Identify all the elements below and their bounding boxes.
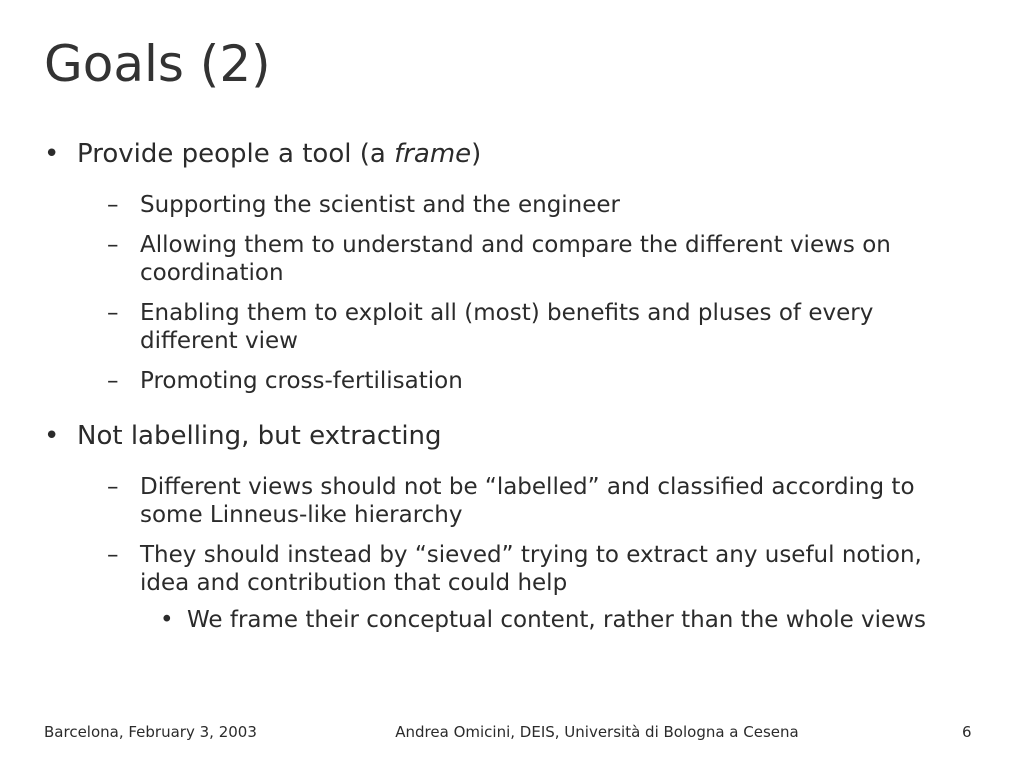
bullet-marker: •: [44, 139, 60, 169]
bullet-text: Not labelling, but extracting: [77, 421, 442, 451]
sub-bullet-text: Supporting the scientist and the engineer: [140, 192, 621, 218]
sub-bullet-text: Different views should not be “labelled” and classified according to some Linneus-like hierarchy: [140, 474, 915, 528]
dash-marker: –: [107, 474, 119, 500]
sub-bullet-text: They should instead by “sieved” trying to extract any useful notion, idea and contribution that could help: [140, 542, 922, 596]
sub-bullet-text: Enabling them to exploit all (most) benefits and pluses of every different view: [140, 300, 874, 354]
footer-author: Andrea Omicini, DEIS, Università di Bologna a Cesena: [395, 723, 799, 741]
slide-title: Goals (2): [44, 35, 271, 93]
sub-bullet-text: Promoting cross-fertilisation: [140, 368, 463, 394]
bullet-text-part: ): [471, 139, 482, 169]
page-number: 6: [962, 723, 972, 741]
bullet-text-part: Provide people a tool (a: [77, 139, 395, 169]
sub-bullet-text: Allowing them to understand and compare the different views on coordination: [140, 232, 891, 286]
sub-sub-bullet-text: We frame their conceptual content, rather than the whole views: [187, 607, 926, 633]
dash-marker: –: [107, 232, 119, 258]
dash-marker: –: [107, 368, 119, 394]
bullet-marker: •: [160, 607, 174, 633]
bullet-text-italic: frame: [394, 139, 472, 169]
dash-marker: –: [107, 300, 119, 326]
bullet-marker: •: [44, 421, 60, 451]
bullet-text: [77, 138, 967, 170]
footer-date: Barcelona, February 3, 2003: [44, 723, 257, 741]
dash-marker: –: [107, 192, 119, 218]
dash-marker: –: [107, 542, 119, 568]
